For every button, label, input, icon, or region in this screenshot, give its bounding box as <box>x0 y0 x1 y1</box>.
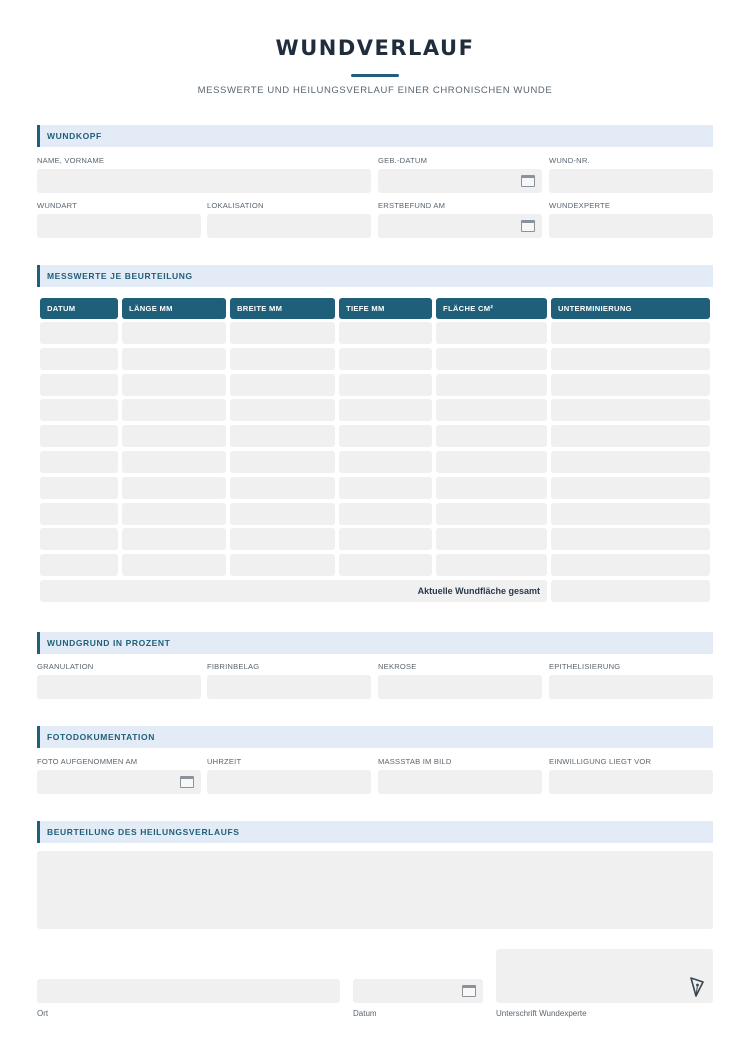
label-massstab: MASSSTAB IM BILD <box>378 757 452 766</box>
label-wundart: WUNDART <box>37 201 78 210</box>
table-cell-tiefe[interactable] <box>339 451 432 473</box>
table-cell-laenge[interactable] <box>122 425 226 447</box>
table-cell-datum[interactable] <box>40 348 118 370</box>
label-epithelisierung: EPITHELISIERUNG <box>549 662 621 671</box>
einwilligung-field[interactable] <box>549 770 713 794</box>
table-cell-flaeche[interactable] <box>436 503 547 525</box>
table-cell-breite[interactable] <box>230 554 335 576</box>
section-title: FOTODOKUMENTATION <box>47 732 155 742</box>
section-title: MESSWERTE JE BEURTEILUNG <box>47 271 193 281</box>
table-cell-tiefe[interactable] <box>339 374 432 396</box>
table-cell-flaeche[interactable] <box>436 348 547 370</box>
table-cell-flaeche[interactable] <box>436 425 547 447</box>
table-cell-unterminierung[interactable] <box>551 322 710 344</box>
table-cell-flaeche[interactable] <box>436 528 547 550</box>
table-cell-flaeche[interactable] <box>436 554 547 576</box>
table-cell-flaeche[interactable] <box>436 374 547 396</box>
pen-nib-icon <box>689 977 705 997</box>
wundexperte-field[interactable] <box>549 214 713 238</box>
table-cell-datum[interactable] <box>40 399 118 421</box>
table-cell-unterminierung[interactable] <box>551 348 710 370</box>
table-cell-unterminierung[interactable] <box>551 503 710 525</box>
total-area-field[interactable] <box>551 580 710 602</box>
label-ort: Ort <box>37 1009 49 1018</box>
label-fibrinbelag: FIBRINBELAG <box>207 662 260 671</box>
table-cell-unterminierung[interactable] <box>551 554 710 576</box>
table-cell-laenge[interactable] <box>122 322 226 344</box>
label-wundexperte: WUNDEXPERTE <box>549 201 611 210</box>
label-nekrose: NEKROSE <box>378 662 417 671</box>
label-wund-nr: WUND-NR. <box>549 156 590 165</box>
table-cell-unterminierung[interactable] <box>551 425 710 447</box>
column-header-flaeche: FLÄCHE CM² <box>436 298 547 319</box>
table-cell-datum[interactable] <box>40 451 118 473</box>
table-cell-laenge[interactable] <box>122 528 226 550</box>
table-cell-breite[interactable] <box>230 503 335 525</box>
column-header-datum: DATUM <box>40 298 118 319</box>
title-underline <box>351 74 399 77</box>
table-cell-breite[interactable] <box>230 374 335 396</box>
fibrinbelag-field[interactable] <box>207 675 371 699</box>
table-cell-tiefe[interactable] <box>339 348 432 370</box>
datum-field[interactable] <box>353 979 483 1003</box>
section-header-wundkopf <box>37 125 713 147</box>
name-field[interactable] <box>37 169 371 193</box>
section-header-messwerte <box>37 265 713 287</box>
table-cell-unterminierung[interactable] <box>551 477 710 499</box>
table-cell-datum[interactable] <box>40 322 118 344</box>
table-cell-tiefe[interactable] <box>339 477 432 499</box>
nekrose-field[interactable] <box>378 675 542 699</box>
table-cell-datum[interactable] <box>40 528 118 550</box>
column-header-tiefe: TIEFE MM <box>339 298 432 319</box>
ort-field[interactable] <box>37 979 340 1003</box>
epithelisierung-field[interactable] <box>549 675 713 699</box>
uhrzeit-field[interactable] <box>207 770 371 794</box>
table-cell-breite[interactable] <box>230 348 335 370</box>
table-cell-tiefe[interactable] <box>339 425 432 447</box>
section-title: WUNDGRUND IN PROZENT <box>47 638 171 648</box>
signature-field[interactable] <box>496 949 713 1003</box>
label-granulation: GRANULATION <box>37 662 94 671</box>
table-cell-unterminierung[interactable] <box>551 451 710 473</box>
label-unterschrift: Unterschrift Wundexperte <box>496 1009 587 1018</box>
column-header-laenge: LÄNGE MM <box>122 298 226 319</box>
table-cell-laenge[interactable] <box>122 399 226 421</box>
table-cell-laenge[interactable] <box>122 348 226 370</box>
table-cell-tiefe[interactable] <box>339 399 432 421</box>
calendar-icon[interactable] <box>521 220 535 232</box>
label-einwilligung: EINWILLIGUNG LIEGT VOR <box>549 757 652 766</box>
wund-nr-field[interactable] <box>549 169 713 193</box>
label-uhrzeit: UHRZEIT <box>207 757 242 766</box>
table-cell-laenge[interactable] <box>122 477 226 499</box>
table-cell-flaeche[interactable] <box>436 322 547 344</box>
calendar-icon[interactable] <box>521 175 535 187</box>
table-cell-tiefe[interactable] <box>339 528 432 550</box>
section-header-foto <box>37 726 713 748</box>
lokalisation-field[interactable] <box>207 214 371 238</box>
calendar-icon[interactable] <box>180 776 194 788</box>
erstbefund-field[interactable] <box>378 214 542 238</box>
table-cell-datum[interactable] <box>40 554 118 576</box>
section-header-beurteilung <box>37 821 713 843</box>
page-title: WUNDVERLAUF <box>275 36 475 60</box>
table-cell-unterminierung[interactable] <box>551 399 710 421</box>
table-cell-datum[interactable] <box>40 374 118 396</box>
column-header-unterminierung: UNTERMINIERUNG <box>551 298 710 319</box>
table-cell-breite[interactable] <box>230 528 335 550</box>
table-cell-flaeche[interactable] <box>436 477 547 499</box>
table-cell-laenge[interactable] <box>122 503 226 525</box>
granulation-field[interactable] <box>37 675 201 699</box>
label-datum: Datum <box>353 1009 377 1018</box>
foto-datum-field[interactable] <box>37 770 201 794</box>
label-geb-datum: GEB.-DATUM <box>378 156 428 165</box>
table-cell-unterminierung[interactable] <box>551 528 710 550</box>
column-header-breite: BREITE MM <box>230 298 335 319</box>
table-cell-datum[interactable] <box>40 503 118 525</box>
label-foto-aufgenommen: FOTO AUFGENOMMEN AM <box>37 757 138 766</box>
geb-datum-field[interactable] <box>378 169 542 193</box>
table-cell-flaeche[interactable] <box>436 399 547 421</box>
calendar-icon[interactable] <box>462 985 476 997</box>
table-cell-datum[interactable] <box>40 477 118 499</box>
table-cell-laenge[interactable] <box>122 451 226 473</box>
table-cell-breite[interactable] <box>230 425 335 447</box>
assessment-textarea[interactable] <box>37 851 713 929</box>
massstab-field[interactable] <box>378 770 542 794</box>
table-cell-laenge[interactable] <box>122 374 226 396</box>
section-title: BEURTEILUNG DES HEILUNGSVERLAUFS <box>47 827 240 837</box>
table-cell-breite[interactable] <box>230 322 335 344</box>
section-header-wundgrund <box>37 632 713 654</box>
table-cell-breite[interactable] <box>230 477 335 499</box>
table-cell-tiefe[interactable] <box>339 503 432 525</box>
table-cell-datum[interactable] <box>40 425 118 447</box>
label-name: NAME, VORNAME <box>37 156 105 165</box>
table-cell-tiefe[interactable] <box>339 554 432 576</box>
total-area-label: Aktuelle Wundfläche gesamt <box>40 580 547 602</box>
table-cell-laenge[interactable] <box>122 554 226 576</box>
table-cell-breite[interactable] <box>230 399 335 421</box>
section-title: WUNDKOPF <box>47 131 102 141</box>
page-subtitle: MESSWERTE UND HEILUNGSVERLAUF EINER CHRONISCHEN WUNDE <box>197 85 553 96</box>
table-cell-flaeche[interactable] <box>436 451 547 473</box>
table-cell-tiefe[interactable] <box>339 322 432 344</box>
label-lokalisation: LOKALISATION <box>207 201 264 210</box>
table-cell-unterminierung[interactable] <box>551 374 710 396</box>
table-cell-breite[interactable] <box>230 451 335 473</box>
label-erstbefund: ERSTBEFUND AM <box>378 201 446 210</box>
wundart-field[interactable] <box>37 214 201 238</box>
